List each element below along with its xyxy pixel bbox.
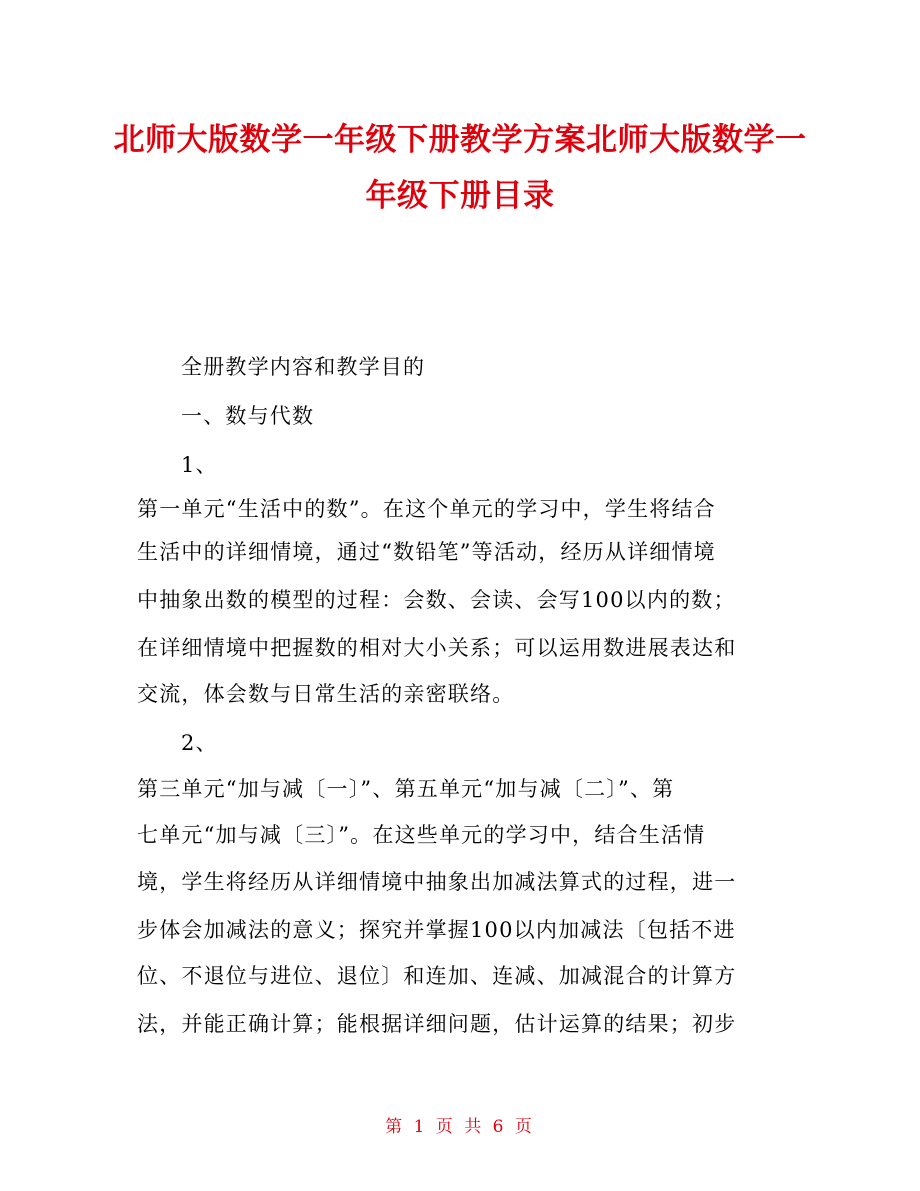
page-footer: 第 1 页 共 6 页: [385, 1117, 535, 1137]
paragraph-line: 步体会加减法的意义；探究并掌握100以内加减法〔包括不进: [137, 918, 736, 942]
paragraph-line: 法，并能正确计算；能根据详细问题，估计运算的结果；初步: [137, 1012, 737, 1036]
paragraph-line: 在详细情境中把握数的相对大小关系；可以运用数进展表达和: [137, 636, 737, 660]
paragraph-line: 生活中的详细情境，通过“数铅笔”等活动，经历从详细情境: [137, 540, 716, 564]
paragraph-line: 境，学生将经历从详细情境中抽象出加减法算式的过程，进一: [137, 870, 737, 894]
document-title: 北师大版数学一年级下册教学方案北师大版数学一年级下册目录: [113, 122, 807, 214]
item-number-1: 1、: [181, 453, 218, 477]
paragraph-heading-overview: 全册教学内容和教学目的: [181, 355, 426, 379]
paragraph-line: 位、不退位与进位、退位〕和连加、连减、加减混合的计算方: [137, 964, 737, 988]
item-number-2: 2、: [181, 731, 218, 755]
paragraph-line: 中抽象出数的模型的过程：会数、会读、会写100以内的数；: [137, 588, 736, 612]
paragraph-line: 七单元“加与减〔三〕”。在这些单元的学习中，结合生活情: [137, 823, 706, 847]
section-heading-number-algebra: 一、数与代数: [181, 404, 315, 428]
paragraph-line: 第三单元“加与减〔一〕”、第五单元“加与减〔二〕”、第: [137, 777, 675, 801]
paragraph-line: 交流，体会数与日常生活的亲密联络。: [137, 682, 515, 706]
paragraph-line: 第一单元“生活中的数”。在这个单元的学习中，学生将结合: [137, 497, 716, 521]
